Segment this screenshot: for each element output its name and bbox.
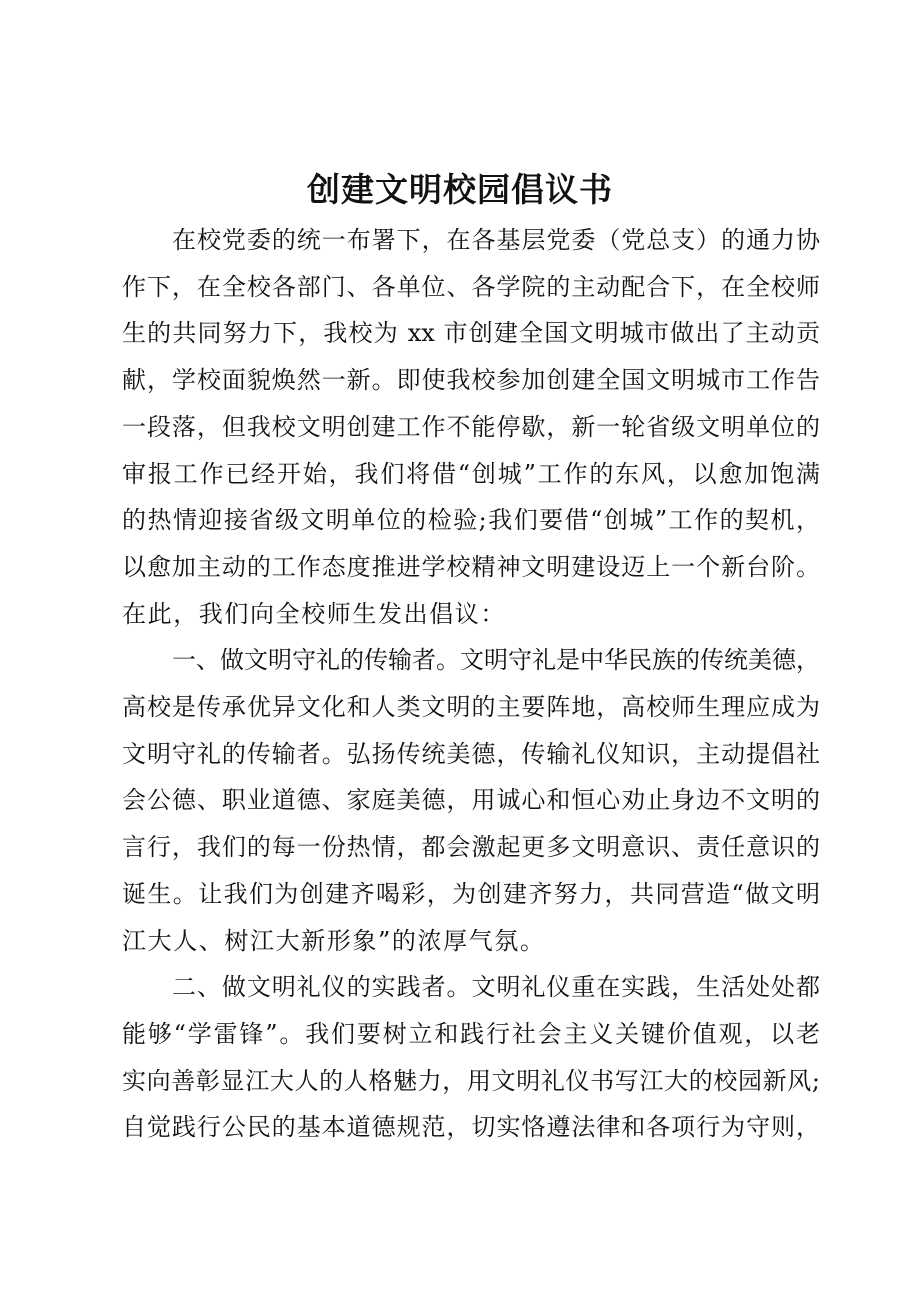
text-line: 在此，我们向全校师生发出倡议： [122, 599, 506, 628]
text-line: 生的共同努力下，我校为 xx 市创建全国文明城市做出了主动贡 [122, 319, 820, 348]
text-line: 以愈加主动的工作态度推进学校精神文明建设迈上一个新台阶。 [122, 552, 820, 581]
text-line: 高校是传承优异文化和人类文明的主要阵地，高校师生理应成为 [122, 693, 820, 721]
text-line: 文明守礼的传输者。弘扬传统美德，传输礼仪知识，主动提倡社 [122, 739, 820, 768]
text-line: 江大人、树江大新形象”的浓厚气氛。 [122, 926, 546, 955]
text-line: 实向善彰显江大人的人格魅力，用文明礼仪书写江大的校园新风; [122, 1066, 820, 1095]
text-line: 作下，在全校各部门、各单位、各学院的主动配合下，在全校师 [122, 272, 820, 301]
text-line: 一段落，但我校文明创建工作不能停歇，新一轮省级文明单位的 [122, 412, 820, 441]
text-line: 诞生。让我们为创建齐喝彩，为创建齐努力，共同营造“做文明 [122, 879, 820, 908]
text-line: 献，学校面貌焕然一新。即使我校参加创建全国文明城市工作告 [122, 366, 820, 395]
text-line: 能够“学雷锋”。我们要树立和践行社会主义关键价值观，以老 [122, 1019, 820, 1048]
text-line: 会公德、职业道德、家庭美德，用诚心和恒心劝止身边不文明的 [122, 786, 820, 815]
text-line: 自觉践行公民的基本道德规范，切实恪遵法律和各项行为守则， [122, 1113, 820, 1142]
text-line: 二、做文明礼仪的实践者。文明礼仪重在实践，生活处处都 [172, 973, 820, 1002]
text-line: 言行，我们的每一份热情，都会激起更多文明意识、责任意识的 [122, 833, 820, 862]
text-line: 的热情迎接省级文明单位的检验;我们要借“创城”工作的契机， [122, 506, 820, 535]
text-line: 审报工作已经开始，我们将借“创城”工作的东风，以愈加饱满 [122, 459, 820, 488]
text-line: 在校党委的统一布署下，在各基层党委（党总支）的通力协 [172, 226, 820, 254]
text-line: 一、做文明守礼的传输者。文明守礼是中华民族的传统美德， [172, 646, 820, 675]
document-title: 创建文明校园倡议书 [307, 170, 613, 209]
